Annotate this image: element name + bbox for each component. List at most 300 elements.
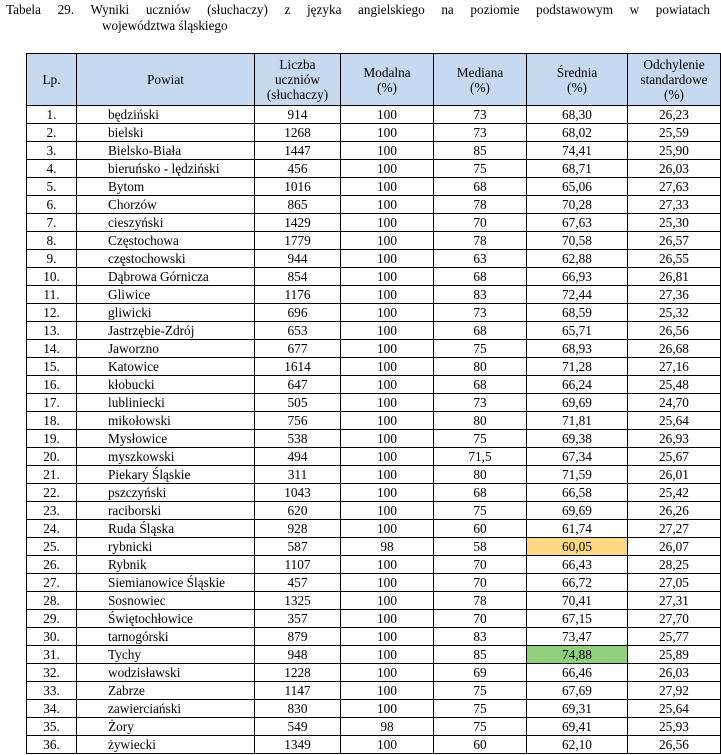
cell-lp: 33. bbox=[27, 682, 77, 700]
cell-odchylenie: 27,27 bbox=[628, 520, 721, 538]
cell-modalna: 100 bbox=[341, 196, 434, 214]
cell-powiat: Świętochłowice bbox=[77, 610, 255, 628]
table-row bbox=[27, 178, 721, 196]
cell-srednia: 69,69 bbox=[527, 394, 628, 412]
cell-modalna: 100 bbox=[341, 250, 434, 268]
cell-srednia: 68,59 bbox=[527, 304, 628, 322]
cell-lp: 20. bbox=[27, 448, 77, 466]
cell-mediana: 75 bbox=[434, 700, 527, 718]
cell-mediana: 68 bbox=[434, 178, 527, 196]
table-row bbox=[27, 682, 721, 700]
cell-mediana: 68 bbox=[434, 268, 527, 286]
cell-powiat: Bytom bbox=[77, 178, 255, 196]
cell-modalna: 100 bbox=[341, 448, 434, 466]
cell-srednia: 74,41 bbox=[527, 142, 628, 160]
table-row bbox=[27, 538, 721, 556]
table-row bbox=[27, 358, 721, 376]
cell-powiat: zawierciański bbox=[77, 700, 255, 718]
cell-liczba: 879 bbox=[255, 628, 341, 646]
cell-odchylenie: 25,59 bbox=[628, 124, 721, 142]
cell-odchylenie: 25,67 bbox=[628, 448, 721, 466]
cell-mediana: 70 bbox=[434, 214, 527, 232]
cell-mediana: 83 bbox=[434, 628, 527, 646]
cell-lp: 8. bbox=[27, 232, 77, 250]
cell-srednia: 66,58 bbox=[527, 484, 628, 502]
cell-liczba: 1268 bbox=[255, 124, 341, 142]
table-row bbox=[27, 718, 721, 736]
cell-liczba: 505 bbox=[255, 394, 341, 412]
cell-modalna: 100 bbox=[341, 232, 434, 250]
table-row bbox=[27, 232, 721, 250]
cell-liczba: 830 bbox=[255, 700, 341, 718]
cell-lp: 1. bbox=[27, 106, 77, 124]
cell-srednia: 67,69 bbox=[527, 682, 628, 700]
cell-odchylenie: 25,64 bbox=[628, 700, 721, 718]
cell-mediana: 75 bbox=[434, 340, 527, 358]
cell-modalna: 98 bbox=[341, 718, 434, 736]
cell-modalna: 100 bbox=[341, 286, 434, 304]
cell-liczba: 311 bbox=[255, 466, 341, 484]
cell-mediana: 71,5 bbox=[434, 448, 527, 466]
table-row bbox=[27, 124, 721, 142]
cell-powiat: Sosnowiec bbox=[77, 592, 255, 610]
cell-mediana: 70 bbox=[434, 610, 527, 628]
table-row bbox=[27, 196, 721, 214]
cell-srednia: 70,28 bbox=[527, 196, 628, 214]
table-row bbox=[27, 214, 721, 232]
cell-powiat: Piekary Śląskie bbox=[77, 466, 255, 484]
cell-lp: 18. bbox=[27, 412, 77, 430]
table-row bbox=[27, 286, 721, 304]
cell-lp: 26. bbox=[27, 556, 77, 574]
cell-lp: 25. bbox=[27, 538, 77, 556]
cell-liczba: 1107 bbox=[255, 556, 341, 574]
cell-mediana: 70 bbox=[434, 556, 527, 574]
cell-liczba: 494 bbox=[255, 448, 341, 466]
cell-powiat: mikołowski bbox=[77, 412, 255, 430]
cell-mediana: 73 bbox=[434, 106, 527, 124]
cell-modalna: 100 bbox=[341, 322, 434, 340]
cell-liczba: 854 bbox=[255, 268, 341, 286]
cell-odchylenie: 28,25 bbox=[628, 556, 721, 574]
cell-odchylenie: 26,81 bbox=[628, 268, 721, 286]
cell-powiat: Gliwice bbox=[77, 286, 255, 304]
cell-modalna: 100 bbox=[341, 556, 434, 574]
cell-mediana: 75 bbox=[434, 502, 527, 520]
cell-mediana: 85 bbox=[434, 142, 527, 160]
cell-odchylenie: 26,56 bbox=[628, 322, 721, 340]
cell-odchylenie: 25,32 bbox=[628, 304, 721, 322]
cell-srednia: 71,81 bbox=[527, 412, 628, 430]
cell-srednia: 70,58 bbox=[527, 232, 628, 250]
cell-lp: 4. bbox=[27, 160, 77, 178]
table-row bbox=[27, 646, 721, 664]
table-row bbox=[27, 322, 721, 340]
cell-lp: 11. bbox=[27, 286, 77, 304]
cell-liczba: 1228 bbox=[255, 664, 341, 682]
cell-mediana: 78 bbox=[434, 196, 527, 214]
cell-powiat: Siemianowice Śląskie bbox=[77, 574, 255, 592]
cell-powiat: Rybnik bbox=[77, 556, 255, 574]
cell-liczba: 1429 bbox=[255, 214, 341, 232]
cell-liczba: 549 bbox=[255, 718, 341, 736]
cell-liczba: 1147 bbox=[255, 682, 341, 700]
cell-lp: 28. bbox=[27, 592, 77, 610]
cell-mediana: 68 bbox=[434, 376, 527, 394]
cell-srednia: 66,46 bbox=[527, 664, 628, 682]
cell-powiat: Częstochowa bbox=[77, 232, 255, 250]
cell-liczba: 456 bbox=[255, 160, 341, 178]
cell-modalna: 100 bbox=[341, 628, 434, 646]
cell-powiat: będziński bbox=[77, 106, 255, 124]
cell-lp: 27. bbox=[27, 574, 77, 592]
cell-lp: 3. bbox=[27, 142, 77, 160]
cell-liczba: 756 bbox=[255, 412, 341, 430]
header-liczba: Liczba uczniów (słuchaczy) bbox=[255, 54, 341, 106]
cell-modalna: 100 bbox=[341, 502, 434, 520]
cell-powiat: raciborski bbox=[77, 502, 255, 520]
table-body bbox=[27, 106, 721, 754]
cell-mediana: 80 bbox=[434, 412, 527, 430]
table-row bbox=[27, 412, 721, 430]
cell-srednia: 73,47 bbox=[527, 628, 628, 646]
cell-powiat: cieszyński bbox=[77, 214, 255, 232]
cell-srednia: 69,69 bbox=[527, 502, 628, 520]
cell-lp: 7. bbox=[27, 214, 77, 232]
cell-odchylenie: 25,42 bbox=[628, 484, 721, 502]
cell-modalna: 100 bbox=[341, 520, 434, 538]
cell-odchylenie: 26,03 bbox=[628, 664, 721, 682]
cell-powiat: bieruńsko - lędziński bbox=[77, 160, 255, 178]
cell-modalna: 100 bbox=[341, 412, 434, 430]
table-row bbox=[27, 592, 721, 610]
cell-odchylenie: 25,48 bbox=[628, 376, 721, 394]
cell-modalna: 100 bbox=[341, 664, 434, 682]
cell-odchylenie: 24,70 bbox=[628, 394, 721, 412]
cell-powiat: Dąbrowa Górnicza bbox=[77, 268, 255, 286]
table-row bbox=[27, 484, 721, 502]
cell-mediana: 75 bbox=[434, 430, 527, 448]
cell-mediana: 75 bbox=[434, 682, 527, 700]
table-row bbox=[27, 340, 721, 358]
table-row bbox=[27, 628, 721, 646]
cell-powiat: Ruda Śląska bbox=[77, 520, 255, 538]
cell-lp: 30. bbox=[27, 628, 77, 646]
cell-mediana: 85 bbox=[434, 646, 527, 664]
table-caption bbox=[6, 2, 710, 34]
cell-liczba: 653 bbox=[255, 322, 341, 340]
cell-lp: 12. bbox=[27, 304, 77, 322]
cell-liczba: 1016 bbox=[255, 178, 341, 196]
cell-srednia: 67,34 bbox=[527, 448, 628, 466]
header-odchylenie: Odchylenie standardowe (%) bbox=[628, 54, 721, 106]
header-powiat: Powiat bbox=[77, 54, 255, 106]
cell-odchylenie: 26,56 bbox=[628, 736, 721, 754]
cell-odchylenie: 26,68 bbox=[628, 340, 721, 358]
table-row bbox=[27, 736, 721, 754]
cell-modalna: 100 bbox=[341, 736, 434, 754]
cell-srednia: 69,31 bbox=[527, 700, 628, 718]
cell-liczba: 677 bbox=[255, 340, 341, 358]
caption-line-2: województwa śląskiego bbox=[102, 18, 228, 33]
cell-lp: 15. bbox=[27, 358, 77, 376]
cell-odchylenie: 25,77 bbox=[628, 628, 721, 646]
table-row bbox=[27, 502, 721, 520]
cell-lp: 5. bbox=[27, 178, 77, 196]
cell-modalna: 100 bbox=[341, 124, 434, 142]
cell-srednia: 65,06 bbox=[527, 178, 628, 196]
cell-liczba: 647 bbox=[255, 376, 341, 394]
table-row bbox=[27, 466, 721, 484]
cell-mediana: 60 bbox=[434, 736, 527, 754]
cell-srednia: 68,93 bbox=[527, 340, 628, 358]
cell-liczba: 538 bbox=[255, 430, 341, 448]
cell-srednia: 70,41 bbox=[527, 592, 628, 610]
table-row bbox=[27, 700, 721, 718]
cell-lp: 13. bbox=[27, 322, 77, 340]
cell-powiat: Katowice bbox=[77, 358, 255, 376]
cell-liczba: 1176 bbox=[255, 286, 341, 304]
cell-mediana: 58 bbox=[434, 538, 527, 556]
cell-mediana: 73 bbox=[434, 304, 527, 322]
cell-odchylenie: 27,16 bbox=[628, 358, 721, 376]
table-row bbox=[27, 268, 721, 286]
cell-modalna: 100 bbox=[341, 376, 434, 394]
cell-lp: 36. bbox=[27, 736, 77, 754]
cell-lp: 32. bbox=[27, 664, 77, 682]
cell-srednia: 62,10 bbox=[527, 736, 628, 754]
cell-mediana: 73 bbox=[434, 394, 527, 412]
cell-srednia: 69,41 bbox=[527, 718, 628, 736]
cell-modalna: 100 bbox=[341, 646, 434, 664]
cell-srednia: 67,63 bbox=[527, 214, 628, 232]
caption-line-1: Tabela 29. Wyniki uczniów (słuchaczy) z języka angielskiego na poziomie podstawowym w powiatach bbox=[6, 2, 710, 17]
cell-srednia: 66,93 bbox=[527, 268, 628, 286]
table-row bbox=[27, 142, 721, 160]
table-row bbox=[27, 394, 721, 412]
cell-srednia: 62,88 bbox=[527, 250, 628, 268]
cell-powiat: tarnogórski bbox=[77, 628, 255, 646]
cell-srednia: 71,28 bbox=[527, 358, 628, 376]
cell-liczba: 1325 bbox=[255, 592, 341, 610]
cell-liczba: 587 bbox=[255, 538, 341, 556]
table-row bbox=[27, 574, 721, 592]
cell-srednia: 72,44 bbox=[527, 286, 628, 304]
table-row bbox=[27, 664, 721, 682]
cell-modalna: 100 bbox=[341, 340, 434, 358]
table-row bbox=[27, 250, 721, 268]
cell-modalna: 100 bbox=[341, 430, 434, 448]
cell-lp: 10. bbox=[27, 268, 77, 286]
table-row bbox=[27, 376, 721, 394]
cell-mediana: 78 bbox=[434, 232, 527, 250]
cell-srednia: 66,24 bbox=[527, 376, 628, 394]
cell-liczba: 865 bbox=[255, 196, 341, 214]
cell-powiat: Jastrzębie-Zdrój bbox=[77, 322, 255, 340]
cell-odchylenie: 27,05 bbox=[628, 574, 721, 592]
cell-liczba: 928 bbox=[255, 520, 341, 538]
cell-odchylenie: 27,36 bbox=[628, 286, 721, 304]
cell-modalna: 100 bbox=[341, 700, 434, 718]
cell-liczba: 1614 bbox=[255, 358, 341, 376]
cell-powiat: Jaworzno bbox=[77, 340, 255, 358]
cell-modalna: 100 bbox=[341, 394, 434, 412]
cell-srednia: 74,88 bbox=[527, 646, 628, 664]
cell-liczba: 1043 bbox=[255, 484, 341, 502]
cell-mediana: 78 bbox=[434, 592, 527, 610]
cell-srednia: 68,30 bbox=[527, 106, 628, 124]
header-mediana: Mediana (%) bbox=[434, 54, 527, 106]
cell-srednia: 61,74 bbox=[527, 520, 628, 538]
cell-mediana: 80 bbox=[434, 466, 527, 484]
table-row bbox=[27, 610, 721, 628]
cell-modalna: 100 bbox=[341, 142, 434, 160]
cell-odchylenie: 27,63 bbox=[628, 178, 721, 196]
cell-srednia: 66,72 bbox=[527, 574, 628, 592]
header-srednia: Średnia (%) bbox=[527, 54, 628, 106]
cell-liczba: 948 bbox=[255, 646, 341, 664]
cell-srednia: 66,43 bbox=[527, 556, 628, 574]
cell-liczba: 1779 bbox=[255, 232, 341, 250]
table-row bbox=[27, 448, 721, 466]
cell-mediana: 68 bbox=[434, 322, 527, 340]
cell-srednia: 65,71 bbox=[527, 322, 628, 340]
cell-mediana: 73 bbox=[434, 124, 527, 142]
header-modalna: Modalna (%) bbox=[341, 54, 434, 106]
cell-mediana: 75 bbox=[434, 160, 527, 178]
cell-powiat: wodzisławski bbox=[77, 664, 255, 682]
cell-lp: 17. bbox=[27, 394, 77, 412]
table-row bbox=[27, 430, 721, 448]
cell-modalna: 100 bbox=[341, 466, 434, 484]
cell-lp: 29. bbox=[27, 610, 77, 628]
cell-mediana: 83 bbox=[434, 286, 527, 304]
cell-odchylenie: 27,33 bbox=[628, 196, 721, 214]
cell-lp: 21. bbox=[27, 466, 77, 484]
cell-odchylenie: 26,07 bbox=[628, 538, 721, 556]
cell-lp: 24. bbox=[27, 520, 77, 538]
cell-lp: 14. bbox=[27, 340, 77, 358]
cell-lp: 22. bbox=[27, 484, 77, 502]
cell-lp: 9. bbox=[27, 250, 77, 268]
cell-odchylenie: 26,55 bbox=[628, 250, 721, 268]
table-row bbox=[27, 160, 721, 178]
cell-modalna: 100 bbox=[341, 592, 434, 610]
cell-odchylenie: 26,03 bbox=[628, 160, 721, 178]
cell-lp: 35. bbox=[27, 718, 77, 736]
cell-liczba: 457 bbox=[255, 574, 341, 592]
cell-odchylenie: 26,93 bbox=[628, 430, 721, 448]
cell-lp: 16. bbox=[27, 376, 77, 394]
cell-modalna: 100 bbox=[341, 358, 434, 376]
cell-powiat: kłobucki bbox=[77, 376, 255, 394]
cell-modalna: 100 bbox=[341, 484, 434, 502]
cell-modalna: 100 bbox=[341, 574, 434, 592]
cell-mediana: 70 bbox=[434, 574, 527, 592]
table-row bbox=[27, 556, 721, 574]
table-row bbox=[27, 520, 721, 538]
cell-lp: 34. bbox=[27, 700, 77, 718]
cell-liczba: 1349 bbox=[255, 736, 341, 754]
cell-powiat: Mysłowice bbox=[77, 430, 255, 448]
cell-odchylenie: 25,90 bbox=[628, 142, 721, 160]
cell-powiat: częstochowski bbox=[77, 250, 255, 268]
cell-mediana: 75 bbox=[434, 718, 527, 736]
cell-mediana: 69 bbox=[434, 664, 527, 682]
cell-powiat: gliwicki bbox=[77, 304, 255, 322]
cell-lp: 6. bbox=[27, 196, 77, 214]
cell-powiat: myszkowski bbox=[77, 448, 255, 466]
cell-srednia: 60,05 bbox=[527, 538, 628, 556]
cell-mediana: 63 bbox=[434, 250, 527, 268]
cell-mediana: 68 bbox=[434, 484, 527, 502]
header-row bbox=[27, 54, 721, 106]
cell-odchylenie: 26,01 bbox=[628, 466, 721, 484]
cell-odchylenie: 26,57 bbox=[628, 232, 721, 250]
cell-lp: 19. bbox=[27, 430, 77, 448]
cell-odchylenie: 25,93 bbox=[628, 718, 721, 736]
cell-modalna: 100 bbox=[341, 682, 434, 700]
cell-odchylenie: 26,26 bbox=[628, 502, 721, 520]
cell-odchylenie: 27,70 bbox=[628, 610, 721, 628]
cell-srednia: 71,59 bbox=[527, 466, 628, 484]
cell-liczba: 620 bbox=[255, 502, 341, 520]
cell-odchylenie: 26,23 bbox=[628, 106, 721, 124]
cell-powiat: pszczyński bbox=[77, 484, 255, 502]
cell-powiat: rybnicki bbox=[77, 538, 255, 556]
cell-modalna: 100 bbox=[341, 160, 434, 178]
cell-liczba: 914 bbox=[255, 106, 341, 124]
cell-modalna: 100 bbox=[341, 106, 434, 124]
cell-mediana: 80 bbox=[434, 358, 527, 376]
cell-liczba: 357 bbox=[255, 610, 341, 628]
cell-powiat: Żory bbox=[77, 718, 255, 736]
table-row bbox=[27, 304, 721, 322]
cell-srednia: 67,15 bbox=[527, 610, 628, 628]
cell-lp: 23. bbox=[27, 502, 77, 520]
header-lp: Lp. bbox=[27, 54, 77, 106]
cell-powiat: żywiecki bbox=[77, 736, 255, 754]
cell-modalna: 100 bbox=[341, 178, 434, 196]
cell-liczba: 696 bbox=[255, 304, 341, 322]
cell-srednia: 69,38 bbox=[527, 430, 628, 448]
cell-liczba: 944 bbox=[255, 250, 341, 268]
cell-odchylenie: 25,30 bbox=[628, 214, 721, 232]
cell-srednia: 68,02 bbox=[527, 124, 628, 142]
cell-modalna: 100 bbox=[341, 268, 434, 286]
cell-modalna: 98 bbox=[341, 538, 434, 556]
cell-odchylenie: 25,64 bbox=[628, 412, 721, 430]
table-row bbox=[27, 106, 721, 124]
cell-powiat: Chorzów bbox=[77, 196, 255, 214]
cell-odchylenie: 25,89 bbox=[628, 646, 721, 664]
cell-odchylenie: 27,92 bbox=[628, 682, 721, 700]
cell-powiat: Tychy bbox=[77, 646, 255, 664]
cell-odchylenie: 27,31 bbox=[628, 592, 721, 610]
cell-modalna: 100 bbox=[341, 610, 434, 628]
results-table bbox=[26, 53, 721, 754]
cell-lp: 31. bbox=[27, 646, 77, 664]
cell-mediana: 60 bbox=[434, 520, 527, 538]
cell-powiat: lubliniecki bbox=[77, 394, 255, 412]
cell-lp: 2. bbox=[27, 124, 77, 142]
cell-powiat: Zabrze bbox=[77, 682, 255, 700]
cell-powiat: bielski bbox=[77, 124, 255, 142]
cell-modalna: 100 bbox=[341, 304, 434, 322]
cell-powiat: Bielsko-Biała bbox=[77, 142, 255, 160]
cell-modalna: 100 bbox=[341, 214, 434, 232]
cell-liczba: 1447 bbox=[255, 142, 341, 160]
